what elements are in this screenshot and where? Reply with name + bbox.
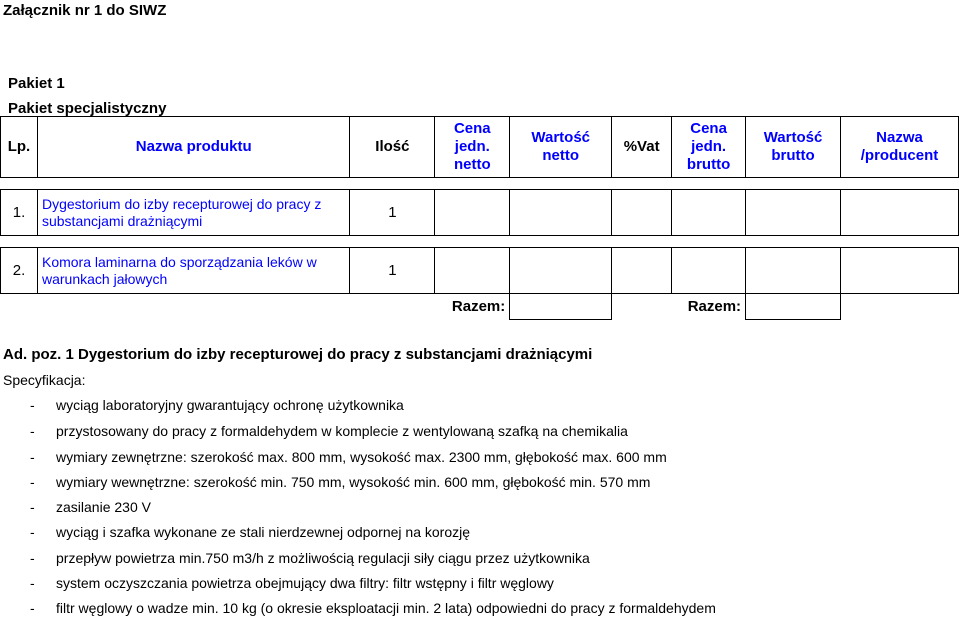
col-unit-gross: Cena jedn. brutto <box>672 117 746 178</box>
col-qty: Ilość <box>350 117 435 178</box>
row-lp: 1. <box>1 190 38 236</box>
table-row <box>1 248 959 294</box>
table-row <box>1 190 959 236</box>
sum-label-gross: Razem: <box>687 298 742 316</box>
row-name: Komora laminarna do sporządzania leków w warunkach jałowych <box>37 248 349 294</box>
row-qty: 1 <box>350 190 435 236</box>
price-table <box>0 116 959 320</box>
row-qty: 1 <box>350 248 435 294</box>
col-value-gross: Wartość brutto <box>746 117 841 178</box>
spec-label: Specyfikacja: <box>3 372 86 388</box>
row-name: Dygestorium do izby recepturowej do pracy z substancjami drażniącymi <box>37 190 349 236</box>
ad-title: Ad. poz. 1 Dygestorium do izby recepturowej do pracy z substancjami drażniącymi <box>3 346 593 363</box>
col-lp: Lp. <box>1 117 38 178</box>
package-label: Pakiet 1 <box>8 75 65 92</box>
col-producer: Nazwa /producent <box>840 117 958 178</box>
sum-row <box>1 294 959 320</box>
row-lp: 2. <box>1 248 38 294</box>
col-name: Nazwa produktu <box>37 117 349 178</box>
attachment-title: Załącznik nr 1 do SIWZ <box>3 2 167 19</box>
package-name: Pakiet specjalistyczny <box>8 100 167 117</box>
table-header-row <box>1 117 959 178</box>
col-value-net: Wartość netto <box>510 117 612 178</box>
sum-label-net: Razem: <box>451 298 506 316</box>
col-unit-net: Cena jedn. netto <box>435 117 510 178</box>
col-vat: %Vat <box>612 117 672 178</box>
